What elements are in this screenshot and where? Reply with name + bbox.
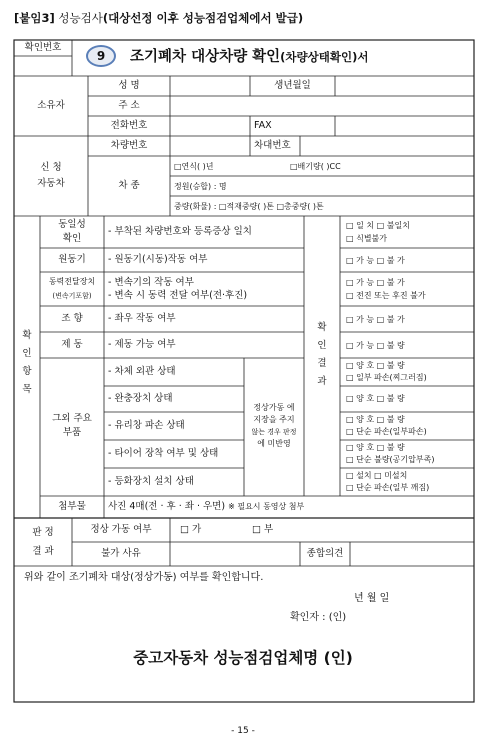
- inspection-section-char: 목: [22, 384, 32, 395]
- item-result-identity: □ 식별불가: [346, 234, 388, 243]
- page-number: - 15 -: [231, 726, 255, 736]
- form-title: [130, 45, 368, 66]
- normal-no-checkbox[interactable]: □ 부: [252, 524, 274, 535]
- item-category-transmission: (변속기포함): [52, 292, 92, 300]
- other-desc-body: - 차체 외관 상태: [108, 366, 176, 377]
- item-result-brakes: □ 가 능 □ 불 량: [346, 341, 405, 350]
- other-desc-glass: - 유리창 파손 상태: [108, 420, 185, 431]
- other-result-tire: □ 양 호 □ 불 량: [346, 443, 405, 452]
- item-category-other: 그외 주요: [52, 413, 92, 424]
- item-category-other: 부품: [62, 427, 82, 438]
- item-desc-brakes: - 제동 가능 여부: [108, 339, 176, 350]
- normal-operation-label: 정상 가동 여부: [90, 524, 152, 535]
- form-number-badge: 9: [86, 45, 116, 67]
- item-category-brakes: 제 동: [61, 339, 83, 350]
- item-result-transmission: □ 전진 또는 후진 불가: [346, 291, 426, 300]
- vehicle-reg-no-label: 차량번호: [110, 140, 148, 151]
- inspection-section-char: 인: [22, 348, 32, 359]
- item-result-identity: □ 일 치 □ 불일치: [346, 221, 410, 230]
- normal-yes-checkbox[interactable]: □ 가: [180, 524, 202, 535]
- inspection-section-char: 항: [22, 366, 32, 377]
- other-result-glass: □ 단순 파손(일부파손): [346, 427, 427, 436]
- vehicle-label-1: 신 청: [40, 162, 62, 173]
- other-result-glass: □ 양 호 □ 불 량: [346, 415, 405, 424]
- result-label-char: 확: [317, 322, 327, 333]
- item-desc-transmission: - 변속기의 작동 여부: [108, 277, 194, 288]
- confirmer-line: 확인자 : (인): [290, 612, 347, 623]
- owner-address-label: 주 소: [118, 100, 140, 111]
- header-prefix: [붙임3]: [14, 11, 55, 25]
- result-label-char: 결: [317, 358, 327, 369]
- owner-fax-label: FAX: [254, 120, 272, 131]
- header-title: 성능검사: [58, 11, 103, 25]
- item-result-engine: □ 가 능 □ 불 가: [346, 256, 405, 265]
- judgment-label-2: 결 과: [32, 546, 54, 557]
- item-desc-transmission: - 변속 시 동력 전달 여부(전·후진): [108, 290, 248, 301]
- vehicle-displacement: □배기량( )CC: [290, 162, 341, 171]
- vehicle-chassis-no-label: 차대번호: [254, 140, 291, 151]
- form-title-main: 조기폐차 대상차량 확인: [130, 49, 281, 65]
- vehicle-model-year: □연식( )년: [174, 162, 214, 171]
- other-result-body: □ 일부 파손(찌그러짐): [346, 373, 427, 382]
- result-label-char: 과: [317, 376, 327, 387]
- item-category-steering: 조 향: [61, 313, 83, 324]
- item-desc-steering: - 좌우 작동 여부: [108, 313, 176, 324]
- vehicle-type-label: 차 종: [118, 180, 140, 191]
- item-desc-identity: - 부착된 차량번호와 등록증상 일치: [108, 226, 252, 237]
- item-category-identity: 동일성: [58, 219, 86, 230]
- confirm-date: 년 월 일: [354, 593, 390, 604]
- owner-birth-label: 생년월일: [274, 80, 311, 91]
- other-note: 지장을 주지: [253, 415, 295, 424]
- owner-phone-label: 전화번호: [110, 120, 148, 131]
- attachment-text: [108, 501, 304, 513]
- vehicle-weight: 중량(화물) : □적재중량( )톤 □총중량( )톤: [174, 202, 324, 211]
- attachment-label: 첨부물: [58, 501, 86, 512]
- owner-label: 소유자: [37, 100, 65, 111]
- item-desc-engine: - 원동기(시동)작동 여부: [108, 254, 208, 265]
- check-number-label: 확인번호: [24, 42, 62, 53]
- other-result-tire: □ 단순 불량(공기압부족): [346, 455, 435, 464]
- attachment-note: ※ 필요시 동영상 첨부: [228, 502, 305, 511]
- confirm-statement: 위와 같이 조기폐차 대상(정상가동) 여부를 확인합니다.: [24, 572, 264, 583]
- item-result-transmission: □ 가 능 □ 불 가: [346, 278, 405, 287]
- judgment-label-1: 판 정: [32, 527, 54, 538]
- vehicle-label-2: 자동차: [37, 178, 65, 189]
- item-result-steering: □ 가 능 □ 불 가: [346, 315, 405, 324]
- other-note: 정상가동 에: [253, 403, 295, 412]
- other-desc-tire: - 타이어 장착 여부 및 상태: [108, 448, 219, 459]
- other-note: 않는 경우 판정: [251, 428, 297, 436]
- inspection-section-char: 확: [22, 330, 32, 341]
- owner-name-label: 성 명: [118, 80, 140, 91]
- form-title-sub: (차량상태확인)서: [280, 50, 369, 64]
- other-result-body: □ 양 호 □ 불 량: [346, 361, 405, 370]
- reason-label: 불가 사유: [101, 548, 141, 559]
- item-category-transmission: 동력전달장치: [48, 277, 96, 286]
- other-result-lights: □ 설치 □ 미설치: [346, 471, 408, 480]
- item-category-engine: 원동기: [58, 254, 86, 265]
- overall-opinion-label: 종합의견: [306, 548, 344, 559]
- other-desc-lights: - 등화장치 설치 상태: [108, 476, 194, 487]
- other-desc-suspension: - 완충장치 상태: [108, 393, 173, 404]
- header-note: (대상선정 이후 성능점검업체에서 발급): [102, 11, 304, 25]
- other-note: 에 미반영: [257, 439, 291, 448]
- company-name: 중고자동차 성능점검업체명 (인): [133, 649, 353, 667]
- result-label-char: 인: [317, 340, 327, 351]
- vehicle-capacity: 정원(승합) : 명: [174, 182, 227, 191]
- other-result-suspension: □ 양 호 □ 불 량: [346, 394, 405, 403]
- attachment-main: 사진 4매(전 · 후 · 좌 · 우면): [108, 501, 226, 512]
- other-result-lights: □ 단순 파손(일부 깨짐): [346, 483, 430, 492]
- item-category-identity: 확인: [62, 233, 82, 244]
